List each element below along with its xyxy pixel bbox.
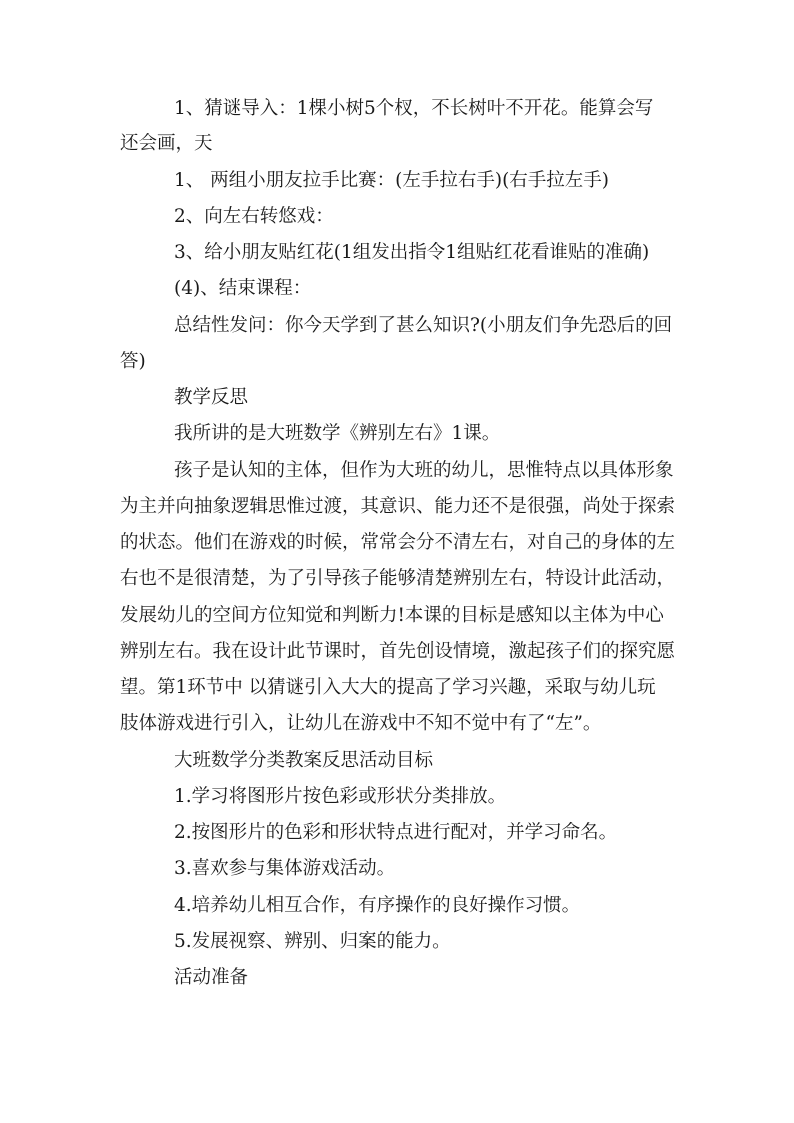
section-heading: 大班数学分类教案反思活动目标: [174, 750, 434, 771]
text-line: 3、给小朋友贴红花(1组发出指令1组贴红花看谁贴的准确): [174, 242, 650, 263]
section-heading: 教学反思: [174, 387, 249, 408]
text-line: 总结性发问：你今天学到了甚么知识?(小朋友们争先恐后的回: [174, 315, 673, 336]
list-item: 4.培养幼儿相互合作，有序操作的良好操作习惯。: [174, 895, 581, 916]
list-item: 1.学习将图形片按色彩或形状分类排放。: [174, 786, 507, 807]
text-line: 为主并向抽象逻辑思惟过渡，其意识、能力还不是很强，尚处于探索: [120, 496, 676, 517]
text-line: 还会画，天: [120, 133, 213, 154]
text-line: 2、向左右转悠戏：: [174, 206, 334, 227]
text-line: 答): [120, 351, 146, 372]
text-line: 肢体游戏进行引入，让幼儿在游戏中不知不觉中有了“左”。: [120, 713, 602, 734]
text-line: 孩子是认知的主体，但作为大班的幼儿，思惟特点以具体形象: [174, 460, 674, 481]
text-line: 的状态。他们在游戏的时候，常常会分不清左右，对自己的身体的左: [120, 532, 676, 553]
text-line: 1、 两组小朋友拉手比赛：(左手拉右手)(右手拉左手): [174, 170, 610, 191]
list-item: 2.按图形片的色彩和形状特点进行配对，并学习命名。: [174, 822, 618, 843]
text-line: 我所讲的是大班数学《辨别左右》1课。: [174, 423, 501, 444]
text-line: 辨别左右。我在设计此节课时，首先创设情境，激起孩子们的探究愿: [120, 641, 676, 662]
text-line: 1、猜谜导入：1棵小树5个杈，不长树叶不开花。能算会写: [174, 98, 654, 119]
text-line: (4)、结束课程：: [174, 278, 312, 299]
text-line: 右也不是很清楚，为了引导孩子能够清楚辨别左右，特设计此活动，: [120, 568, 676, 589]
text-line: 发展幼儿的空间方位知觉和判断力!本课的目标是感知以主体为中心: [120, 605, 664, 626]
text-line: 望。第1环节中 以猜谜引入大大的提高了学习兴趣，采取与幼儿玩: [120, 677, 656, 698]
list-item: 3.喜欢参与集体游戏活动。: [174, 858, 396, 879]
section-heading: 活动准备: [174, 967, 249, 988]
list-item: 5.发展视察、辨别、归案的能力。: [174, 931, 451, 952]
